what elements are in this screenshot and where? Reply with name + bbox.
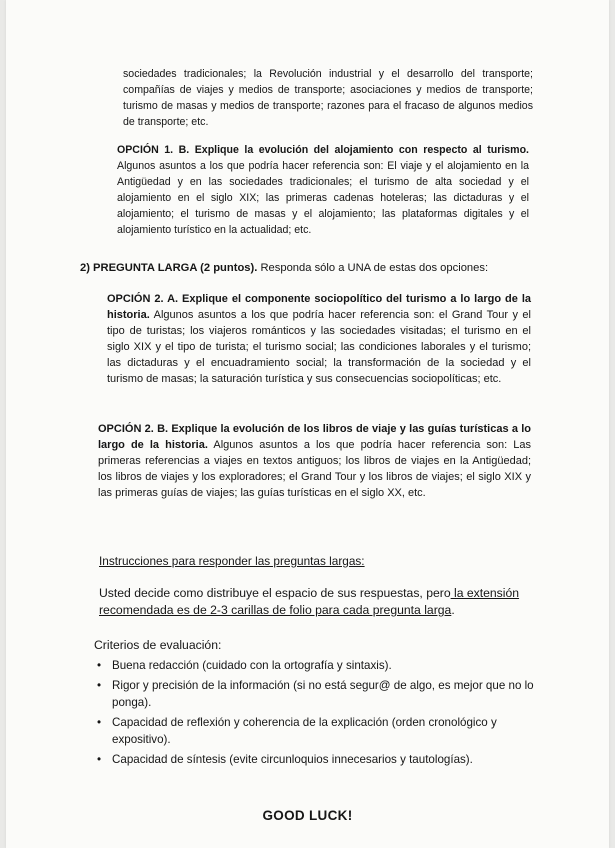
option-2a-title: OPCIÓN 2. A. Explique el componente sociopolítico del turismo a lo largo de la historia.	[107, 293, 531, 321]
criteria-item	[94, 677, 539, 711]
bullet-icon: •	[97, 753, 102, 766]
option-2b-body: Algunos asuntos a los que podría hacer referencia son: Las primeras referencias a viajes en textos antiguos; los libros de viajes en la Antigüedad; los libros de viajes y los exploradores; el Grand Tour y los libros de viajes; el siglo XIX y las primeras guías de viajes; las guías turísticas en el siglo XX, etc.	[98, 439, 532, 499]
criteria-item	[94, 714, 539, 748]
instructions-text-underlined: la extensión recomendada es de 2-3 carillas de folio para cada pregunta larga	[99, 586, 520, 617]
criteria-item-text: Capacidad de síntesis (evite circunloquios innecesarios y tautologías).	[112, 753, 473, 766]
option-2a-body: Algunos asuntos a los que podría hacer referencia son: el Grand Tour y el tipo de turistas; los viajeros románticos y las sociedades visitadas; el turismo en el siglo XIX y el tipo de turista; el turismo social; las condiciones laborales y el turismo; las dictaduras y el encuadramiento social; la transformación de la sociedad y el turismo de masas; la saturación turística y sus consecuencias sociopolíticas; etc.	[107, 309, 531, 385]
intro-continuation-text: sociedades tradicionales; la Revolución industrial y el desarrollo del transporte; compañías de viajes y medios de transporte; asociaciones y medios de transporte; turismo de masas y medios de transporte; razones para el fracaso de algunos medios de transporte; etc.	[123, 68, 533, 128]
bullet-icon: •	[97, 679, 102, 692]
criteria-item-text: Rigor y precisión de la información (si no está segur@ de algo, es mejor que no lo ponga).	[112, 679, 534, 709]
question-2-title: 2) PREGUNTA LARGA (2 puntos).	[80, 262, 258, 274]
option-2b-title: OPCIÓN 2. B. Explique la evolución de los libros de viaje y las guías turísticas a lo largo de la historia.	[98, 423, 531, 451]
criteria-list	[94, 657, 539, 771]
exam-page	[6, 0, 609, 848]
criteria-item-text: Capacidad de reflexión y coherencia de la explicación (orden cronológico y expositivo).	[112, 716, 497, 746]
bullet-icon: •	[97, 716, 102, 729]
bullet-icon: •	[97, 659, 102, 672]
instructions-heading: Instrucciones para responder las preguntas largas:	[99, 554, 365, 568]
question-2-instruction: Responda sólo a UNA de estas dos opciones:	[260, 262, 489, 274]
question-2-heading	[80, 260, 540, 276]
criteria-item	[94, 751, 539, 768]
instructions-text-end: .	[451, 603, 455, 617]
closing-good-luck: GOOD LUCK!	[262, 808, 353, 823]
option-2b-paragraph	[98, 421, 531, 501]
option-1b-body: Algunos asuntos a los que podría hacer referencia son: El viaje y el alojamiento en la Antigüedad y en las sociedades tradicionales; el turismo de alta sociedad y el alojamiento en el siglo XIX; las primeras cadenas hoteleras; las dictaduras y el alojamiento; el turismo de masas y el alojamiento; las plataformas digitales y el alojamiento turístico en la actualidad; etc.	[117, 160, 529, 236]
option-2a-paragraph	[107, 291, 531, 387]
option-1b-paragraph	[117, 142, 529, 238]
instructions-text-plain: Usted decide como distribuye el espacio de sus respuestas, pero	[99, 586, 451, 600]
criteria-item	[94, 657, 539, 674]
instructions-text	[99, 585, 537, 619]
intro-continuation-paragraph	[123, 66, 533, 130]
criteria-heading: Criterios de evaluación:	[94, 638, 222, 652]
criteria-item-text: Buena redacción (cuidado con la ortografía y sintaxis).	[112, 659, 392, 672]
option-1b-title: OPCIÓN 1. B. Explique la evolución del alojamiento con respecto al turismo.	[117, 144, 529, 156]
